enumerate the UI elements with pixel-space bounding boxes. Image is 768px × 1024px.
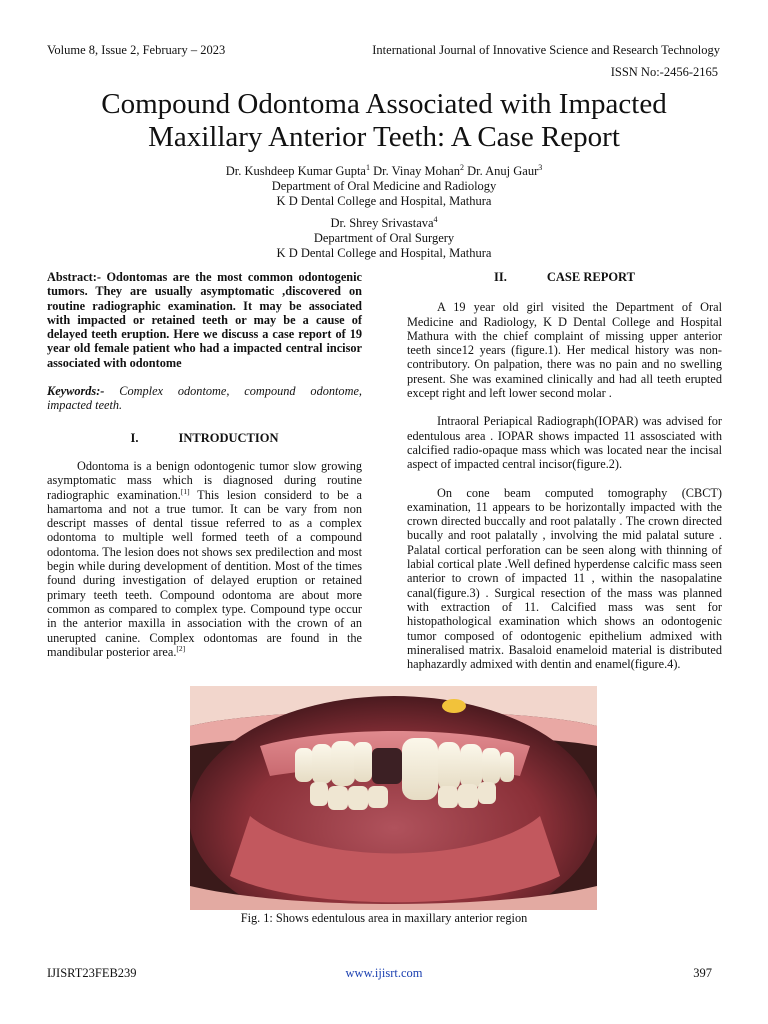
figure-1-caption: Fig. 1: Shows edentulous area in maxillary anterior region: [240, 911, 528, 925]
case-number: II.: [494, 270, 507, 284]
case-paragraph-3: On cone beam computed tomography (CBCT) examination, 11 appears to be horizontally impacted with the crown directed buccally and root palatally . The crown directed bucally and root palatally , involving the mid palatal suture . Palatal cortical perforation can be seen along with thinning of labial cortical plate .Well defined hyperdense calcific mass seen anterior to crown of impacted 11 , within the nasopalatine canal(figure.3) . Surgical resection of the mass was planned with extraction of 11. Calcified mass was sent for histopathological examination which shows an odontogenic tumor composed of odontogenic epithelium admixed with mineralised matrix. Basaloid enameloid material is distributed haphazardly admixed with dentin and enamel(figure.4).: [407, 485, 722, 672]
keywords-text: Complex odontome, compound odontome, impacted teeth.: [47, 384, 362, 413]
author-4-line: [0, 216, 768, 231]
department-2: Department of Oral Surgery: [313, 231, 455, 245]
journal-website-link[interactable]: www.ijisrt.com: [345, 966, 423, 980]
intro-title: INTRODUCTION: [178, 430, 279, 445]
page-number: 397: [693, 966, 712, 980]
college-2: K D Dental College and Hospital, Mathura: [276, 246, 492, 260]
case-paragraph-2: Intraoral Periapical Radiograph(IOPAR) was advised for edentulous area . IOPAR shows impacted 11 assosciated with calcified radio-opaque mass which was located near the incisal aspect of impacted central incisor(figure.2).: [407, 414, 722, 472]
intro-text-2: This lesion considerd to be a hamartoma and not a true tumor. It can be vary from non descript masses of dental tissue referred to as a complex odontoma to multiple well formed teeth of a compound odontoma. The lesion does not shows sex predilection and most begin while during development of dentition. Most of the times found during investigation of delayed eruption or retained primary teeth teeth. Compound odontoma are about more common as compared to complex type. Compound type occur in the anterior maxilla in association with the crown of an unerupted canine. Complex odontomas are found in the mandibular posterior area.: [47, 487, 362, 659]
right-column: [407, 270, 722, 671]
author-names: [0, 164, 768, 179]
department-1: Department of Oral Medicine and Radiology: [271, 179, 497, 193]
author-2: Dr. Vinay Mohan: [369, 164, 460, 178]
left-column: [47, 270, 362, 659]
intro-heading: [47, 431, 362, 445]
paper-id: IJISRT23FEB239: [47, 966, 137, 980]
case-title: CASE REPORT: [546, 270, 635, 284]
citation-1[interactable]: [1]: [180, 486, 190, 496]
college-1: K D Dental College and Hospital, Mathura: [276, 194, 492, 208]
author-4-sup: 4: [433, 214, 438, 224]
figure-1-photo: [190, 686, 597, 910]
keywords: [47, 384, 362, 413]
author-block-2: [0, 216, 768, 261]
author-1: Dr. Kushdeep Kumar Gupta: [225, 164, 366, 178]
intraoral-photo-illustration: [190, 686, 597, 910]
abstract: [47, 270, 362, 370]
citation-2[interactable]: [2]: [176, 643, 186, 653]
abstract-text: Odontomas are the most common odontogenic tumors. They are usually asymptomatic ,discovered on routine radiographic examination. It may be associated with impacted or retained teeth or may be a cause of delayed teeth eruption. Here we discuss a case report of 19 year old female patient who had a impacted central incisor associated with odontome: [47, 270, 362, 370]
title-line-1: Compound Odontoma Associated with Impacted: [101, 88, 667, 120]
intro-number: I.: [130, 430, 139, 445]
author-4: Dr. Shrey Srivastava: [330, 216, 434, 230]
author-3-sup: 3: [538, 162, 543, 172]
intro-text-1: Odontoma is a benign odontogenic tumor slow growing asymptomatic mass which is diagnosed during routine radiographic examination.: [47, 458, 362, 502]
paper-title: [40, 88, 728, 154]
author-block-1: [0, 164, 768, 209]
journal-name: International Journal of Innovative Science and Research Technology: [372, 43, 720, 57]
case-paragraph-1: A 19 year old girl visited the Department of Oral Medicine and Radiology, K D Dental College and Hospital Mathura with the chief complaint of missing upper anterior teeth since12 years (figure.1). Her medical history was non-contributory. On palpation, there was no pain and no swelling present. She was examined clinically and had all teeth erupted except right and left lower second molar .: [407, 300, 722, 401]
author-2-sup: 2: [459, 162, 464, 172]
case-heading: [407, 270, 722, 284]
author-1-sup: 1: [365, 162, 370, 172]
volume-issue: Volume 8, Issue 2, February – 2023: [47, 43, 226, 57]
author-3: Dr. Anuj Gaur: [463, 164, 539, 178]
title-line-2: Maxillary Anterior Teeth: A Case Report: [148, 121, 620, 153]
intro-paragraph: [47, 459, 362, 659]
issn: ISSN No:-2456-2165: [610, 65, 718, 79]
keywords-label: Keywords:-: [47, 384, 105, 399]
abstract-label: Abstract:-: [47, 270, 101, 284]
